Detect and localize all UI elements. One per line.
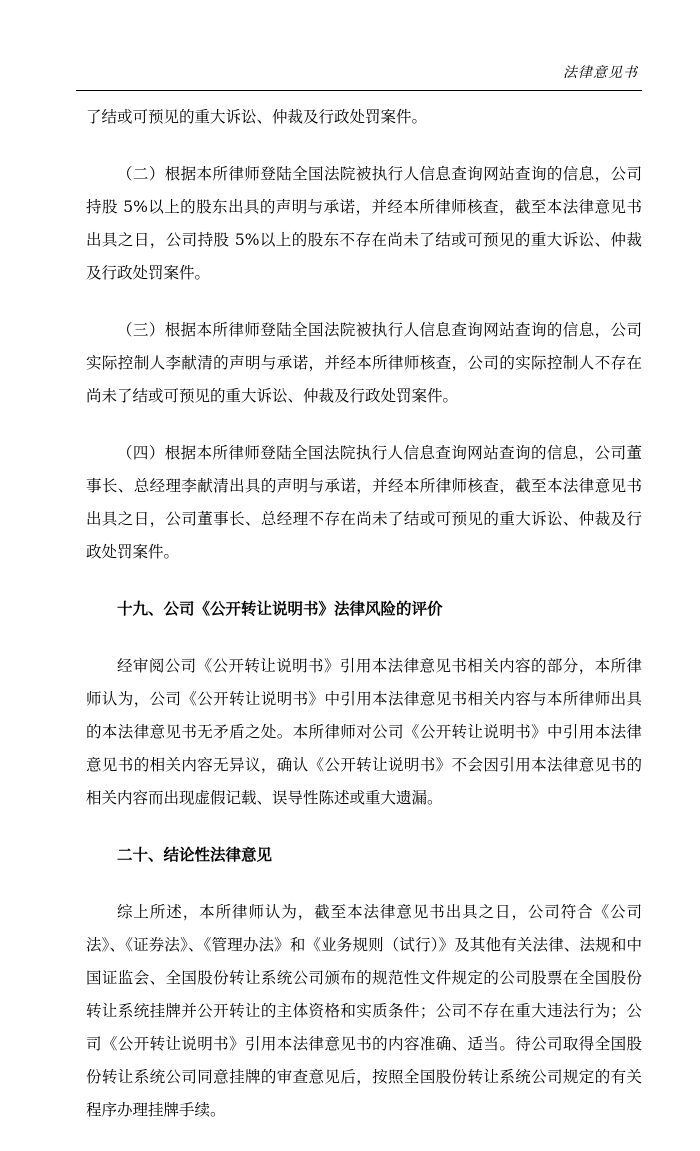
header-divider: [76, 90, 642, 91]
paragraph-transfer-prospectus: 经审阅公司《公开转让说明书》引用本法律意见书相关内容的部分，本所律师认为，公司《公开转让说明书》中引用本法律意见书相关内容与本所律师出具的本法律意见书无矛盾之处。本所律师对公司《公开转让说明书》中引用本法律意见书的相关内容无异议，确认《公开转让说明书》不会因引用本法律意见书的相关内容而出现虚假记载、误导性陈述或重大遗漏。: [86, 657, 642, 807]
paragraph-actual-controller: （三）根据本所律师登陆全国法院被执行人信息查询网站查询的信息，公司实际控制人李献清的声明与承诺，并经本所律师核查，公司的实际控制人不存在尚未了结或可预见的重大诉讼、仲裁及行政处罚案件。: [86, 321, 642, 405]
running-header-title: 法律意见书: [563, 65, 638, 81]
paragraph-conclusion: 综上所述，本所律师认为，截至本法律意见书出具之日，公司符合《公司法》、《证券法》、《管理办法》和《业务规则（试行）》及其他有关法律、法规和中国证监会、全国股份转让系统公司颁布的规范性文件规定的公司股票在全国股份转让系统挂牌并公开转让的主体资格和实质条件；公司不存在重大违法行为；公司《公开转让说明书》引用本法律意见书的内容准确、适当。待公司取得全国股份转让系统公司同意挂牌的审查意见后，按照全国股份转让系统公司规定的有关程序办理挂牌手续。: [86, 903, 642, 1119]
section-heading-20: 二十、结论性法律意见: [117, 846, 273, 864]
paragraph-continuation: 了结或可预见的重大诉讼、仲裁及行政处罚案件。: [86, 108, 428, 126]
paragraph-chairman: （四）根据本所律师登陆全国法院执行人信息查询网站查询的信息，公司董事长、总经理李献清出具的声明与承诺，并经本所律师核查，截至本法律意见书出具之日，公司董事长、总经理不存在尚未了结或可预见的重大诉讼、仲裁及行政处罚案件。: [86, 444, 642, 561]
document-body: [86, 101, 642, 1151]
section-heading-19: 十九、公司《公开转让说明书》法律风险的评价: [117, 600, 443, 618]
paragraph-shareholders: （二）根据本所律师登陆全国法院被执行人信息查询网站查询的信息，公司持股 5%以上的股东出具的声明与承诺，并经本所律师核查，截至本法律意见书出具之日，公司持股 5%以上的股东不存在尚未了结或可预见的重大诉讼、仲裁及行政处罚案件。: [86, 165, 642, 282]
